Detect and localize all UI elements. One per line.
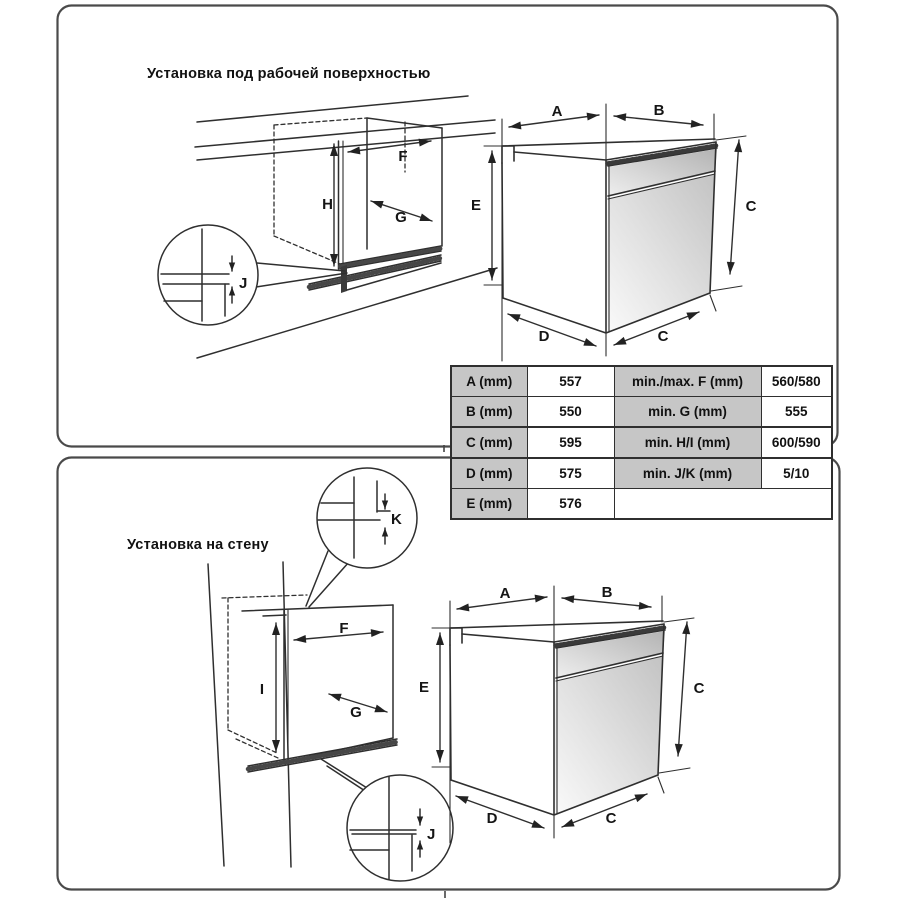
table-row: [451, 458, 832, 489]
dim-label-f: F: [398, 148, 408, 165]
dim-key-cell: E (mm): [451, 489, 527, 520]
table-row: [451, 427, 832, 458]
dim-label-i: I: [259, 681, 265, 698]
dimensions-table: [450, 365, 833, 520]
dim-label-j: J: [427, 826, 436, 843]
table-row: [451, 397, 832, 428]
dim-key-cell: D (mm): [451, 458, 527, 489]
dim-value-cell: 560/580: [761, 366, 832, 397]
dim-value-cell: 576: [527, 489, 614, 520]
dim-value-cell: 550: [527, 397, 614, 428]
dim-label-g: G: [395, 209, 407, 226]
dim-value-cell: 600/590: [761, 427, 832, 458]
dim-label-f: F: [339, 620, 349, 637]
dim-key-cell: min. J/K (mm): [614, 458, 761, 489]
dim-key-cell: A (mm): [451, 366, 527, 397]
dim-value-cell: 595: [527, 427, 614, 458]
dim-label-h: H: [322, 196, 333, 213]
dim-value-cell: 555: [761, 397, 832, 428]
dim-key-cell: min./max. F (mm): [614, 366, 761, 397]
dim-key-cell: C (mm): [451, 427, 527, 458]
dim-label-k: K: [391, 511, 402, 528]
table-row: [451, 489, 832, 520]
section-title-wall-mount: Установка на стену: [127, 537, 269, 553]
empty-cell: [614, 489, 832, 520]
dim-key-cell: B (mm): [451, 397, 527, 428]
dim-value-cell: 575: [527, 458, 614, 489]
table-row: [451, 366, 832, 397]
dim-value-cell: 557: [527, 366, 614, 397]
dim-value-cell: 5/10: [761, 458, 832, 489]
dim-label-g: G: [350, 704, 362, 721]
section-title-under-counter: Установка под рабочей поверхностью: [147, 66, 431, 82]
dim-label-j: J: [239, 275, 248, 292]
dim-key-cell: min. G (mm): [614, 397, 761, 428]
dim-key-cell: min. H/I (mm): [614, 427, 761, 458]
